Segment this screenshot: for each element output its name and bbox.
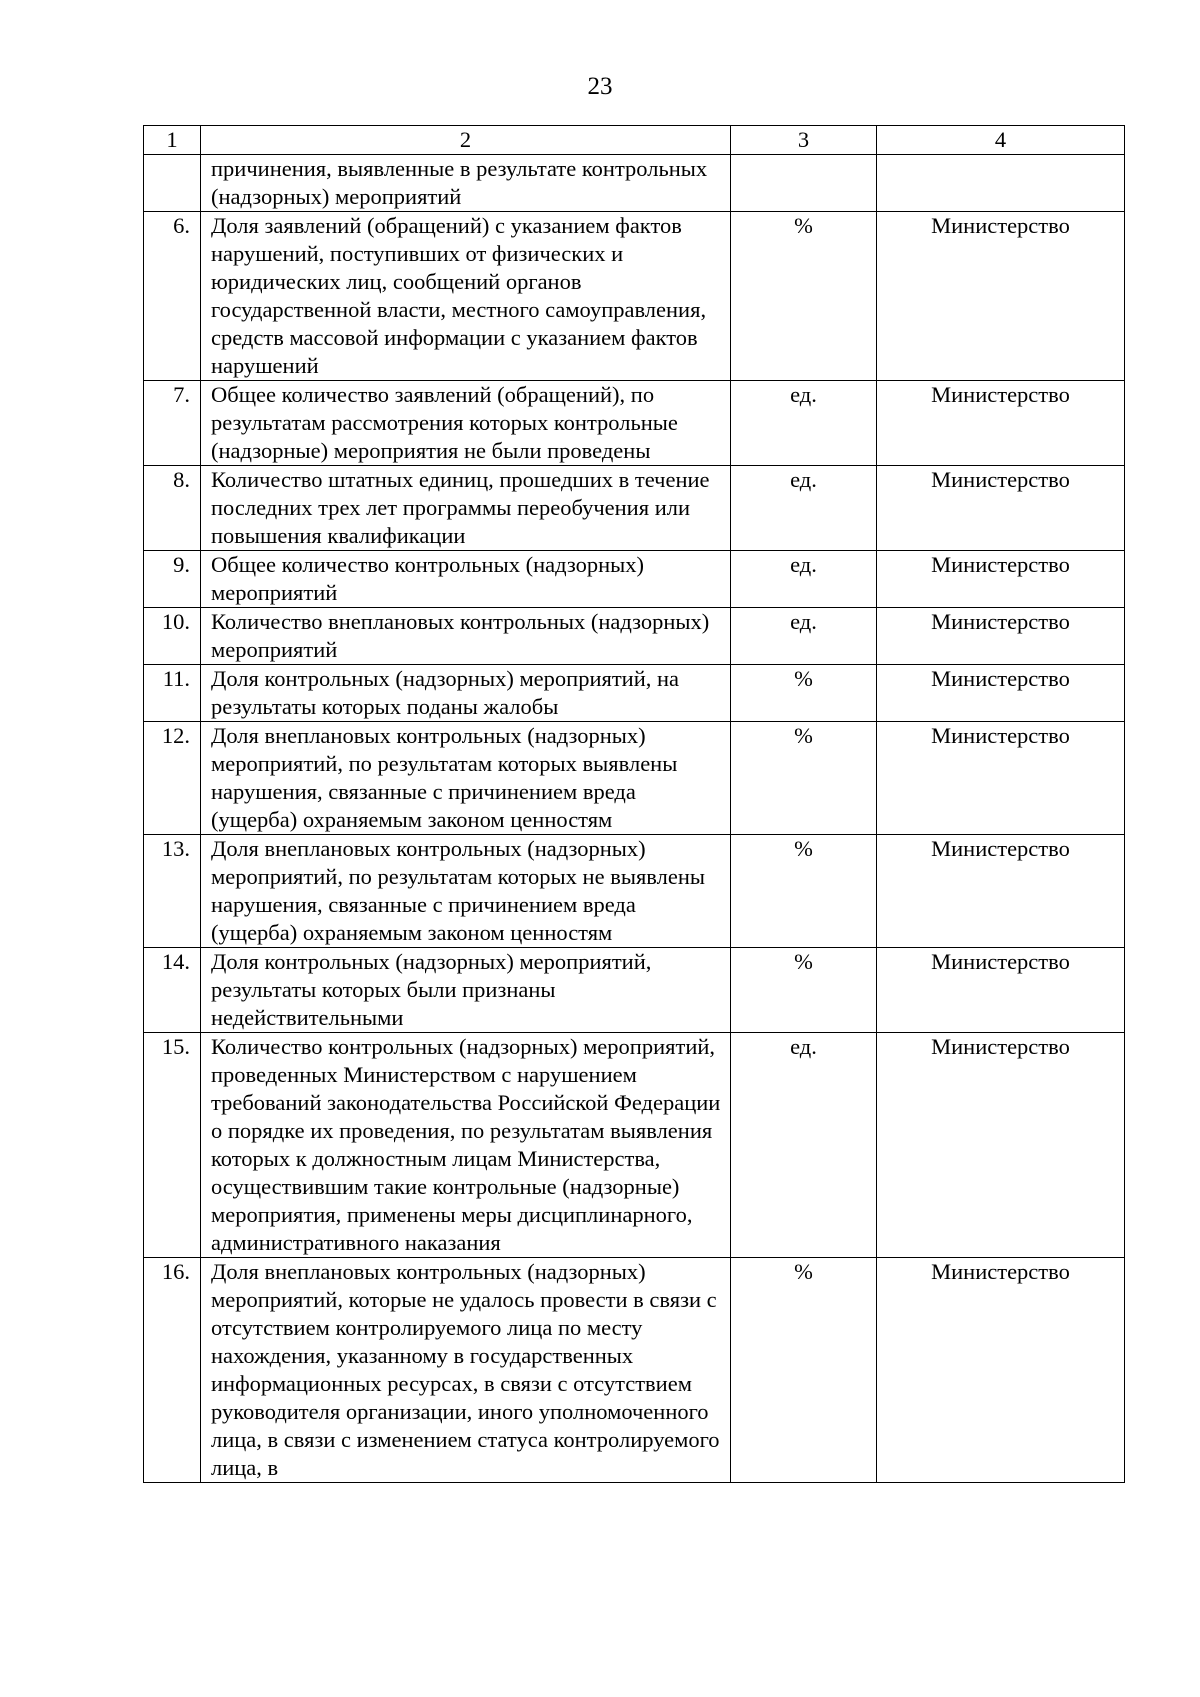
row-number: 6. [144,212,201,381]
row-number: 14. [144,948,201,1033]
row-number: 12. [144,722,201,835]
indicator-text: Доля внеплановых контрольных (надзорных) мероприятий, которые не удалось провести в связи с отсутствием контролируемого лица по месту нахождения, указанному в государственных информационных ресурсах, в связи с отсутствием руководителя организации, иного уполномоченного лица, в связи с изменением статуса контролируемого лица, в [201,1258,731,1483]
table-row [144,155,1125,212]
source-cell: Министерство [877,551,1125,608]
unit-cell: % [731,212,877,381]
indicator-text: Общее количество контрольных (надзорных) мероприятий [201,551,731,608]
column-header: 1 [144,126,201,155]
source-cell: Министерство [877,381,1125,466]
unit-cell: % [731,722,877,835]
indicator-text: причинения, выявленные в результате контрольных (надзорных) мероприятий [201,155,731,212]
unit-cell: % [731,1258,877,1483]
row-number: 8. [144,466,201,551]
row-number: 13. [144,835,201,948]
unit-cell: % [731,948,877,1033]
row-number [144,155,201,212]
source-cell: Министерство [877,1033,1125,1258]
source-cell: Министерство [877,1258,1125,1483]
indicators-table [143,125,1125,1483]
unit-cell [731,155,877,212]
indicator-text: Количество штатных единиц, прошедших в течение последних трех лет программы переобучения или повышения квалификации [201,466,731,551]
column-header: 4 [877,126,1125,155]
source-cell: Министерство [877,608,1125,665]
unit-cell: ед. [731,608,877,665]
source-cell: Министерство [877,835,1125,948]
source-cell: Министерство [877,212,1125,381]
unit-cell: ед. [731,551,877,608]
table-row [144,1033,1125,1258]
table-row [144,466,1125,551]
row-number: 11. [144,665,201,722]
row-number: 16. [144,1258,201,1483]
table-row [144,835,1125,948]
page-number: 23 [587,73,613,100]
unit-cell: % [731,665,877,722]
table-row [144,722,1125,835]
unit-cell: ед. [731,466,877,551]
indicator-text: Количество внеплановых контрольных (надзорных) мероприятий [201,608,731,665]
source-cell: Министерство [877,466,1125,551]
source-cell [877,155,1125,212]
indicator-text: Общее количество заявлений (обращений), по результатам рассмотрения которых контрольные (надзорные) мероприятия не были проведены [201,381,731,466]
table-row [144,551,1125,608]
table-row [144,608,1125,665]
table-row [144,948,1125,1033]
row-number: 10. [144,608,201,665]
indicator-text: Доля контрольных (надзорных) мероприятий, результаты которых были признаны недействительными [201,948,731,1033]
row-number: 15. [144,1033,201,1258]
indicator-text: Доля заявлений (обращений) с указанием фактов нарушений, поступивших от физических и юридических лиц, сообщений органов государственной власти, местного самоуправления, средств массовой информации с указанием фактов нарушений [201,212,731,381]
table-row [144,665,1125,722]
source-cell: Министерство [877,665,1125,722]
unit-cell: % [731,835,877,948]
indicator-text: Доля внеплановых контрольных (надзорных) мероприятий, по результатам которых не выявлены нарушения, связанные с причинением вреда (ущерба) охраняемым законом ценностям [201,835,731,948]
row-number: 9. [144,551,201,608]
table-header-row [144,126,1125,155]
row-number: 7. [144,381,201,466]
source-cell: Министерство [877,948,1125,1033]
unit-cell: ед. [731,381,877,466]
column-header: 3 [731,126,877,155]
table-row [144,1258,1125,1483]
source-cell: Министерство [877,722,1125,835]
indicator-text: Количество контрольных (надзорных) мероприятий, проведенных Министерством с нарушением требований законодательства Российской Федерации о порядке их проведения, по результатам выявления которых к должностным лицам Министерства, осуществившим такие контрольные (надзорные) мероприятия, применены меры дисциплинарного, административного наказания [201,1033,731,1258]
table-row [144,381,1125,466]
table-row [144,212,1125,381]
unit-cell: ед. [731,1033,877,1258]
column-header: 2 [201,126,731,155]
indicator-text: Доля внеплановых контрольных (надзорных) мероприятий, по результатам которых выявлены нарушения, связанные с причинением вреда (ущерба) охраняемым законом ценностям [201,722,731,835]
indicator-text: Доля контрольных (надзорных) мероприятий, на результаты которых поданы жалобы [201,665,731,722]
